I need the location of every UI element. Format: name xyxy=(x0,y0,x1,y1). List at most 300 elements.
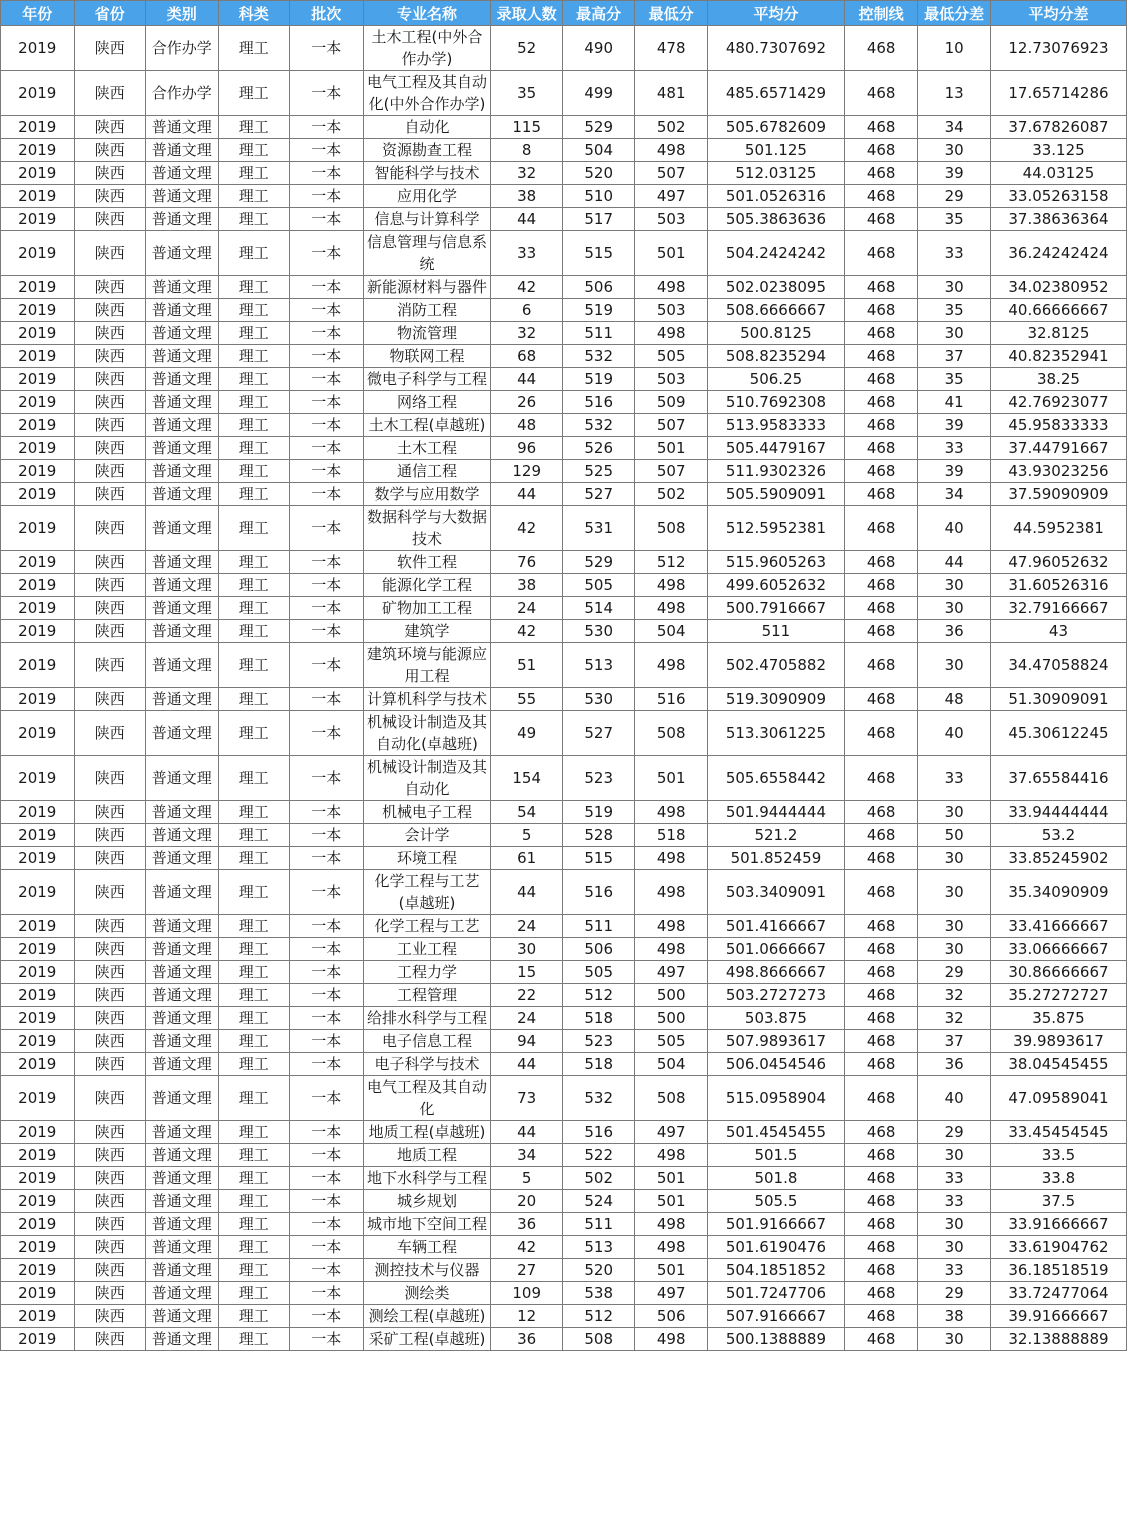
batch-cell: 一本 xyxy=(290,551,364,574)
subject-cell: 理工 xyxy=(218,1213,290,1236)
batch-cell: 一本 xyxy=(290,1328,364,1351)
admitted-cell: 44 xyxy=(491,1121,563,1144)
subject-cell: 理工 xyxy=(218,1259,290,1282)
category-cell: 普通文理 xyxy=(146,460,219,483)
avg-score-cell: 500.1388889 xyxy=(707,1328,844,1351)
admitted-cell: 44 xyxy=(491,870,563,915)
control-line-cell: 468 xyxy=(844,1190,918,1213)
admitted-cell: 48 xyxy=(491,414,563,437)
batch-cell: 一本 xyxy=(290,1213,364,1236)
category-cell: 普通文理 xyxy=(146,139,219,162)
year-cell: 2019 xyxy=(1,1282,75,1305)
min-diff-cell: 33 xyxy=(918,756,991,801)
min-diff-cell: 35 xyxy=(918,208,991,231)
min-diff-cell: 40 xyxy=(918,711,991,756)
province-cell: 陕西 xyxy=(74,483,146,506)
category-cell: 普通文理 xyxy=(146,1121,219,1144)
control-line-cell: 468 xyxy=(844,1305,918,1328)
subject-cell: 理工 xyxy=(218,1167,290,1190)
subject-cell: 理工 xyxy=(218,345,290,368)
batch-cell: 一本 xyxy=(290,231,364,276)
min-diff-cell: 40 xyxy=(918,1076,991,1121)
subject-cell: 理工 xyxy=(218,1282,290,1305)
subject-cell: 理工 xyxy=(218,71,290,116)
province-cell: 陕西 xyxy=(74,1236,146,1259)
control-line-cell: 468 xyxy=(844,711,918,756)
province-cell: 陕西 xyxy=(74,643,146,688)
batch-cell: 一本 xyxy=(290,185,364,208)
year-cell: 2019 xyxy=(1,71,75,116)
control-line-cell: 468 xyxy=(844,597,918,620)
max-score-cell: 532 xyxy=(562,1076,635,1121)
table-row xyxy=(1,139,1127,162)
major-cell: 地下水科学与工程 xyxy=(363,1167,491,1190)
min-score-cell: 501 xyxy=(635,231,708,276)
control-line-cell: 468 xyxy=(844,506,918,551)
batch-cell: 一本 xyxy=(290,1121,364,1144)
avg-score-cell: 506.25 xyxy=(707,368,844,391)
category-cell: 普通文理 xyxy=(146,801,219,824)
max-score-cell: 529 xyxy=(562,551,635,574)
min-diff-cell: 30 xyxy=(918,276,991,299)
subject-cell: 理工 xyxy=(218,847,290,870)
avg-diff-cell: 33.125 xyxy=(990,139,1126,162)
max-score-cell: 522 xyxy=(562,1144,635,1167)
avg-diff-cell: 45.95833333 xyxy=(990,414,1126,437)
min-diff-cell: 39 xyxy=(918,414,991,437)
control-line-cell: 468 xyxy=(844,1121,918,1144)
province-cell: 陕西 xyxy=(74,915,146,938)
table-row xyxy=(1,345,1127,368)
control-line-cell: 468 xyxy=(844,1167,918,1190)
province-cell: 陕西 xyxy=(74,1328,146,1351)
max-score-cell: 504 xyxy=(562,139,635,162)
subject-cell: 理工 xyxy=(218,551,290,574)
avg-score-cell: 513.3061225 xyxy=(707,711,844,756)
major-cell: 数学与应用数学 xyxy=(363,483,491,506)
subject-cell: 理工 xyxy=(218,116,290,139)
table-row xyxy=(1,483,1127,506)
avg-diff-cell: 53.2 xyxy=(990,824,1126,847)
year-cell: 2019 xyxy=(1,938,75,961)
subject-cell: 理工 xyxy=(218,801,290,824)
avg-score-cell: 501.0526316 xyxy=(707,185,844,208)
major-cell: 地质工程 xyxy=(363,1144,491,1167)
avg-score-cell: 500.8125 xyxy=(707,322,844,345)
min-diff-cell: 37 xyxy=(918,345,991,368)
major-cell: 消防工程 xyxy=(363,299,491,322)
province-cell: 陕西 xyxy=(74,574,146,597)
province-cell: 陕西 xyxy=(74,847,146,870)
province-cell: 陕西 xyxy=(74,756,146,801)
table-row xyxy=(1,824,1127,847)
header-avg-diff: 平均分差 xyxy=(990,1,1126,26)
category-cell: 普通文理 xyxy=(146,231,219,276)
min-score-cell: 481 xyxy=(635,71,708,116)
avg-score-cell: 511 xyxy=(707,620,844,643)
admitted-cell: 20 xyxy=(491,1190,563,1213)
min-score-cell: 501 xyxy=(635,1259,708,1282)
table-row xyxy=(1,984,1127,1007)
max-score-cell: 523 xyxy=(562,756,635,801)
min-diff-cell: 34 xyxy=(918,116,991,139)
min-diff-cell: 37 xyxy=(918,1030,991,1053)
min-diff-cell: 30 xyxy=(918,643,991,688)
major-cell: 机械设计制造及其自动化(卓越班) xyxy=(363,711,491,756)
category-cell: 普通文理 xyxy=(146,620,219,643)
avg-diff-cell: 33.45454545 xyxy=(990,1121,1126,1144)
header-province: 省份 xyxy=(74,1,146,26)
subject-cell: 理工 xyxy=(218,620,290,643)
max-score-cell: 516 xyxy=(562,870,635,915)
category-cell: 普通文理 xyxy=(146,711,219,756)
category-cell: 普通文理 xyxy=(146,1236,219,1259)
admitted-cell: 44 xyxy=(491,483,563,506)
admitted-cell: 38 xyxy=(491,185,563,208)
major-cell: 会计学 xyxy=(363,824,491,847)
batch-cell: 一本 xyxy=(290,984,364,1007)
max-score-cell: 514 xyxy=(562,597,635,620)
year-cell: 2019 xyxy=(1,185,75,208)
control-line-cell: 468 xyxy=(844,1259,918,1282)
max-score-cell: 538 xyxy=(562,1282,635,1305)
batch-cell: 一本 xyxy=(290,1144,364,1167)
control-line-cell: 468 xyxy=(844,688,918,711)
admitted-cell: 94 xyxy=(491,1030,563,1053)
min-score-cell: 498 xyxy=(635,643,708,688)
min-diff-cell: 30 xyxy=(918,1328,991,1351)
year-cell: 2019 xyxy=(1,915,75,938)
avg-diff-cell: 47.96052632 xyxy=(990,551,1126,574)
min-score-cell: 498 xyxy=(635,1144,708,1167)
category-cell: 普通文理 xyxy=(146,208,219,231)
min-diff-cell: 30 xyxy=(918,322,991,345)
batch-cell: 一本 xyxy=(290,1167,364,1190)
batch-cell: 一本 xyxy=(290,116,364,139)
min-score-cell: 507 xyxy=(635,460,708,483)
min-diff-cell: 29 xyxy=(918,1121,991,1144)
avg-score-cell: 503.3409091 xyxy=(707,870,844,915)
admitted-cell: 8 xyxy=(491,139,563,162)
min-diff-cell: 30 xyxy=(918,847,991,870)
admitted-cell: 54 xyxy=(491,801,563,824)
table-row xyxy=(1,711,1127,756)
avg-score-cell: 505.5909091 xyxy=(707,483,844,506)
table-row xyxy=(1,391,1127,414)
avg-score-cell: 501.125 xyxy=(707,139,844,162)
min-diff-cell: 39 xyxy=(918,162,991,185)
category-cell: 普通文理 xyxy=(146,984,219,1007)
min-diff-cell: 30 xyxy=(918,574,991,597)
batch-cell: 一本 xyxy=(290,71,364,116)
avg-diff-cell: 34.47058824 xyxy=(990,643,1126,688)
min-score-cell: 506 xyxy=(635,1305,708,1328)
min-diff-cell: 13 xyxy=(918,71,991,116)
admitted-cell: 42 xyxy=(491,506,563,551)
batch-cell: 一本 xyxy=(290,643,364,688)
control-line-cell: 468 xyxy=(844,801,918,824)
control-line-cell: 468 xyxy=(844,1053,918,1076)
province-cell: 陕西 xyxy=(74,938,146,961)
control-line-cell: 468 xyxy=(844,71,918,116)
min-diff-cell: 33 xyxy=(918,437,991,460)
province-cell: 陕西 xyxy=(74,824,146,847)
table-row xyxy=(1,1053,1127,1076)
min-diff-cell: 30 xyxy=(918,938,991,961)
header-category: 类别 xyxy=(146,1,219,26)
control-line-cell: 468 xyxy=(844,756,918,801)
admitted-cell: 44 xyxy=(491,1053,563,1076)
year-cell: 2019 xyxy=(1,345,75,368)
control-line-cell: 468 xyxy=(844,824,918,847)
year-cell: 2019 xyxy=(1,1007,75,1030)
batch-cell: 一本 xyxy=(290,870,364,915)
min-score-cell: 508 xyxy=(635,711,708,756)
min-diff-cell: 33 xyxy=(918,1190,991,1213)
max-score-cell: 526 xyxy=(562,437,635,460)
control-line-cell: 468 xyxy=(844,1007,918,1030)
control-line-cell: 468 xyxy=(844,551,918,574)
year-cell: 2019 xyxy=(1,208,75,231)
subject-cell: 理工 xyxy=(218,1076,290,1121)
year-cell: 2019 xyxy=(1,1030,75,1053)
year-cell: 2019 xyxy=(1,116,75,139)
min-score-cell: 498 xyxy=(635,276,708,299)
province-cell: 陕西 xyxy=(74,961,146,984)
subject-cell: 理工 xyxy=(218,824,290,847)
major-cell: 新能源材料与器件 xyxy=(363,276,491,299)
subject-cell: 理工 xyxy=(218,368,290,391)
subject-cell: 理工 xyxy=(218,26,290,71)
category-cell: 普通文理 xyxy=(146,551,219,574)
major-cell: 土木工程(卓越班) xyxy=(363,414,491,437)
min-diff-cell: 30 xyxy=(918,915,991,938)
subject-cell: 理工 xyxy=(218,756,290,801)
category-cell: 普通文理 xyxy=(146,1190,219,1213)
control-line-cell: 468 xyxy=(844,1213,918,1236)
table-row xyxy=(1,801,1127,824)
major-cell: 机械电子工程 xyxy=(363,801,491,824)
table-row xyxy=(1,756,1127,801)
avg-diff-cell: 39.91666667 xyxy=(990,1305,1126,1328)
year-cell: 2019 xyxy=(1,711,75,756)
batch-cell: 一本 xyxy=(290,847,364,870)
year-cell: 2019 xyxy=(1,688,75,711)
admitted-cell: 35 xyxy=(491,71,563,116)
control-line-cell: 468 xyxy=(844,870,918,915)
table-row xyxy=(1,231,1127,276)
min-score-cell: 501 xyxy=(635,1190,708,1213)
header-min-score: 最低分 xyxy=(635,1,708,26)
control-line-cell: 468 xyxy=(844,1282,918,1305)
avg-diff-cell: 17.65714286 xyxy=(990,71,1126,116)
year-cell: 2019 xyxy=(1,1328,75,1351)
avg-diff-cell: 12.73076923 xyxy=(990,26,1126,71)
table-row xyxy=(1,938,1127,961)
control-line-cell: 468 xyxy=(844,574,918,597)
min-score-cell: 478 xyxy=(635,26,708,71)
major-cell: 环境工程 xyxy=(363,847,491,870)
min-score-cell: 505 xyxy=(635,1030,708,1053)
category-cell: 普通文理 xyxy=(146,870,219,915)
min-score-cell: 508 xyxy=(635,1076,708,1121)
batch-cell: 一本 xyxy=(290,938,364,961)
table-row xyxy=(1,185,1127,208)
max-score-cell: 502 xyxy=(562,1167,635,1190)
category-cell: 普通文理 xyxy=(146,756,219,801)
table-row xyxy=(1,1190,1127,1213)
category-cell: 合作办学 xyxy=(146,71,219,116)
avg-diff-cell: 32.79166667 xyxy=(990,597,1126,620)
min-diff-cell: 32 xyxy=(918,1007,991,1030)
min-score-cell: 516 xyxy=(635,688,708,711)
category-cell: 普通文理 xyxy=(146,1328,219,1351)
avg-score-cell: 519.3090909 xyxy=(707,688,844,711)
major-cell: 化学工程与工艺 xyxy=(363,915,491,938)
avg-diff-cell: 35.34090909 xyxy=(990,870,1126,915)
max-score-cell: 515 xyxy=(562,231,635,276)
avg-score-cell: 521.2 xyxy=(707,824,844,847)
year-cell: 2019 xyxy=(1,1144,75,1167)
min-score-cell: 501 xyxy=(635,756,708,801)
max-score-cell: 505 xyxy=(562,961,635,984)
min-diff-cell: 30 xyxy=(918,597,991,620)
min-score-cell: 498 xyxy=(635,938,708,961)
major-cell: 电气工程及其自动化(中外合作办学) xyxy=(363,71,491,116)
subject-cell: 理工 xyxy=(218,1030,290,1053)
category-cell: 合作办学 xyxy=(146,26,219,71)
province-cell: 陕西 xyxy=(74,1121,146,1144)
avg-score-cell: 501.8 xyxy=(707,1167,844,1190)
max-score-cell: 530 xyxy=(562,688,635,711)
major-cell: 机械设计制造及其自动化 xyxy=(363,756,491,801)
control-line-cell: 468 xyxy=(844,162,918,185)
batch-cell: 一本 xyxy=(290,483,364,506)
batch-cell: 一本 xyxy=(290,597,364,620)
batch-cell: 一本 xyxy=(290,1030,364,1053)
max-score-cell: 532 xyxy=(562,345,635,368)
admitted-cell: 32 xyxy=(491,322,563,345)
avg-diff-cell: 44.5952381 xyxy=(990,506,1126,551)
admitted-cell: 44 xyxy=(491,208,563,231)
min-score-cell: 507 xyxy=(635,162,708,185)
min-diff-cell: 29 xyxy=(918,185,991,208)
control-line-cell: 468 xyxy=(844,1328,918,1351)
max-score-cell: 531 xyxy=(562,506,635,551)
table-row xyxy=(1,116,1127,139)
subject-cell: 理工 xyxy=(218,231,290,276)
control-line-cell: 468 xyxy=(844,208,918,231)
category-cell: 普通文理 xyxy=(146,483,219,506)
min-diff-cell: 33 xyxy=(918,1259,991,1282)
min-diff-cell: 30 xyxy=(918,1144,991,1167)
major-cell: 电子科学与技术 xyxy=(363,1053,491,1076)
category-cell: 普通文理 xyxy=(146,162,219,185)
admitted-cell: 5 xyxy=(491,1167,563,1190)
category-cell: 普通文理 xyxy=(146,1030,219,1053)
min-diff-cell: 32 xyxy=(918,984,991,1007)
admitted-cell: 38 xyxy=(491,574,563,597)
year-cell: 2019 xyxy=(1,368,75,391)
major-cell: 电气工程及其自动化 xyxy=(363,1076,491,1121)
table-row xyxy=(1,322,1127,345)
min-diff-cell: 33 xyxy=(918,1167,991,1190)
control-line-cell: 468 xyxy=(844,643,918,688)
category-cell: 普通文理 xyxy=(146,414,219,437)
major-cell: 工程力学 xyxy=(363,961,491,984)
avg-diff-cell: 33.91666667 xyxy=(990,1213,1126,1236)
batch-cell: 一本 xyxy=(290,801,364,824)
year-cell: 2019 xyxy=(1,1259,75,1282)
avg-diff-cell: 47.09589041 xyxy=(990,1076,1126,1121)
min-score-cell: 498 xyxy=(635,322,708,345)
province-cell: 陕西 xyxy=(74,801,146,824)
admitted-cell: 115 xyxy=(491,116,563,139)
min-score-cell: 498 xyxy=(635,139,708,162)
batch-cell: 一本 xyxy=(290,1305,364,1328)
subject-cell: 理工 xyxy=(218,574,290,597)
major-cell: 车辆工程 xyxy=(363,1236,491,1259)
min-score-cell: 498 xyxy=(635,1213,708,1236)
subject-cell: 理工 xyxy=(218,984,290,1007)
max-score-cell: 528 xyxy=(562,824,635,847)
admitted-cell: 76 xyxy=(491,551,563,574)
subject-cell: 理工 xyxy=(218,1144,290,1167)
category-cell: 普通文理 xyxy=(146,597,219,620)
min-diff-cell: 36 xyxy=(918,1053,991,1076)
major-cell: 应用化学 xyxy=(363,185,491,208)
admitted-cell: 24 xyxy=(491,597,563,620)
admitted-cell: 12 xyxy=(491,1305,563,1328)
min-score-cell: 503 xyxy=(635,368,708,391)
avg-score-cell: 505.6558442 xyxy=(707,756,844,801)
major-cell: 微电子科学与工程 xyxy=(363,368,491,391)
year-cell: 2019 xyxy=(1,460,75,483)
major-cell: 城市地下空间工程 xyxy=(363,1213,491,1236)
control-line-cell: 468 xyxy=(844,483,918,506)
batch-cell: 一本 xyxy=(290,208,364,231)
min-diff-cell: 10 xyxy=(918,26,991,71)
table-row xyxy=(1,162,1127,185)
batch-cell: 一本 xyxy=(290,574,364,597)
major-cell: 信息与计算科学 xyxy=(363,208,491,231)
subject-cell: 理工 xyxy=(218,597,290,620)
year-cell: 2019 xyxy=(1,1167,75,1190)
avg-diff-cell: 33.72477064 xyxy=(990,1282,1126,1305)
province-cell: 陕西 xyxy=(74,276,146,299)
avg-diff-cell: 33.61904762 xyxy=(990,1236,1126,1259)
min-diff-cell: 35 xyxy=(918,368,991,391)
batch-cell: 一本 xyxy=(290,162,364,185)
avg-diff-cell: 33.8 xyxy=(990,1167,1126,1190)
avg-diff-cell: 33.05263158 xyxy=(990,185,1126,208)
batch-cell: 一本 xyxy=(290,139,364,162)
category-cell: 普通文理 xyxy=(146,688,219,711)
header-avg-score: 平均分 xyxy=(707,1,844,26)
table-row xyxy=(1,1213,1127,1236)
admitted-cell: 34 xyxy=(491,1144,563,1167)
province-cell: 陕西 xyxy=(74,1053,146,1076)
province-cell: 陕西 xyxy=(74,231,146,276)
avg-diff-cell: 37.59090909 xyxy=(990,483,1126,506)
category-cell: 普通文理 xyxy=(146,506,219,551)
avg-score-cell: 504.2424242 xyxy=(707,231,844,276)
max-score-cell: 520 xyxy=(562,1259,635,1282)
min-score-cell: 501 xyxy=(635,437,708,460)
avg-score-cell: 501.9444444 xyxy=(707,801,844,824)
category-cell: 普通文理 xyxy=(146,1144,219,1167)
min-diff-cell: 30 xyxy=(918,139,991,162)
